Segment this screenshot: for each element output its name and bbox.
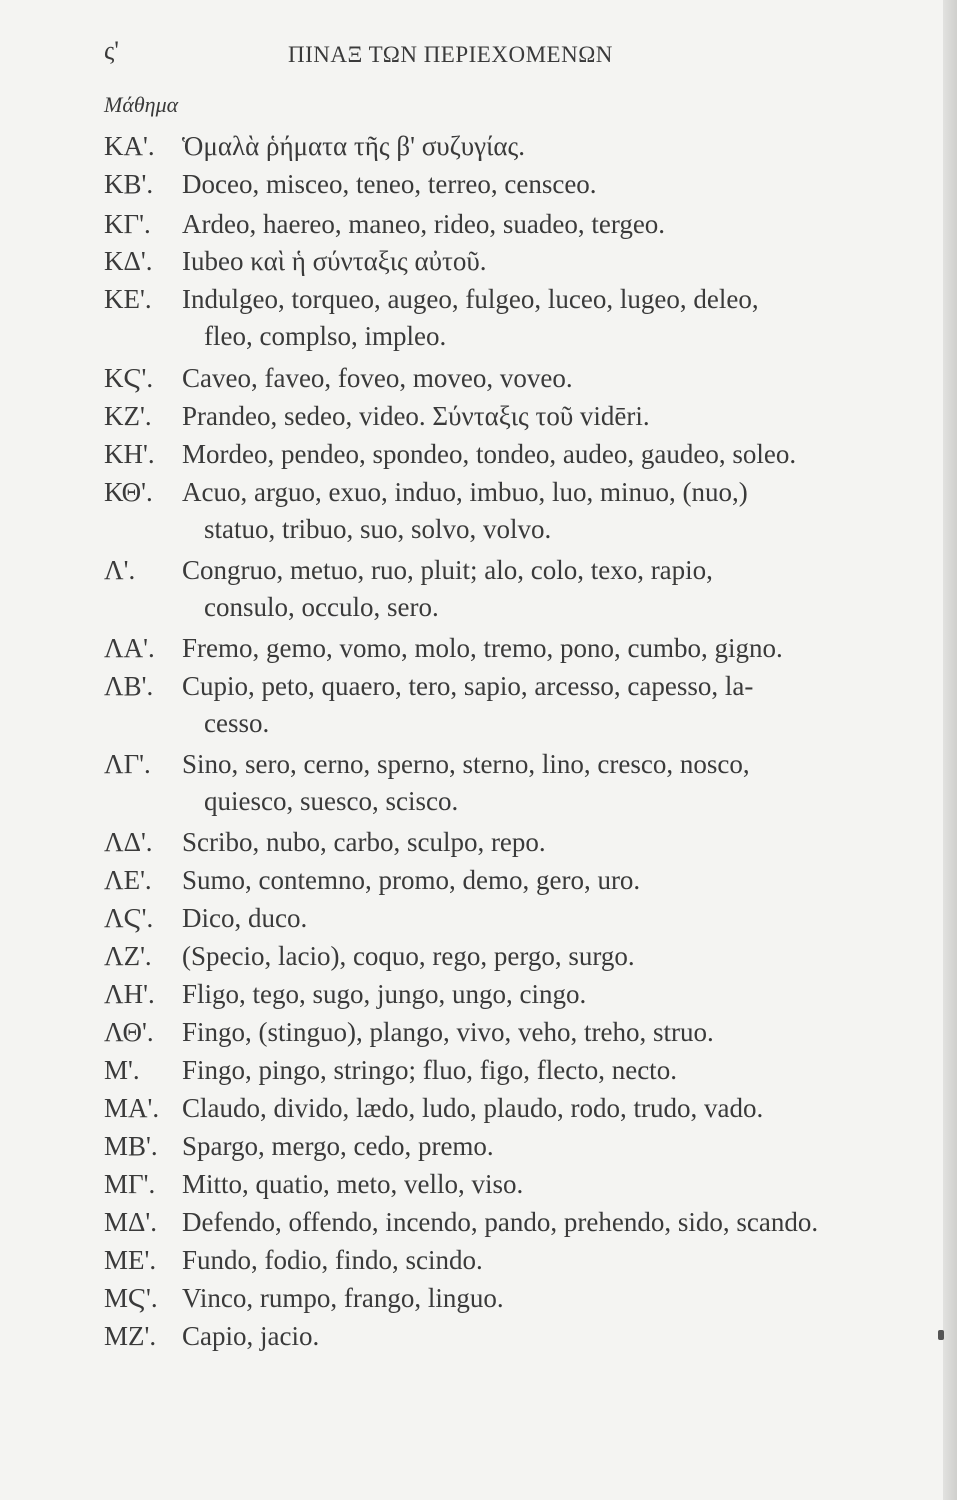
page-number: ς' — [104, 36, 119, 65]
entry-number: ΚϚ'. — [104, 363, 154, 393]
list-item — [104, 1128, 494, 1165]
entry-text: Spargo, mergo, cedo, premo. — [182, 1131, 494, 1161]
entry-number: Μ'. — [104, 1055, 140, 1085]
list-item — [104, 474, 748, 548]
entry-text: Acuo, arguo, exuo, induo, imbuo, luo, minuo, (nuo,) — [182, 477, 748, 507]
entry-text: Fingo, (stinguo), plango, vivo, veho, treho, struo. — [182, 1017, 714, 1047]
list-item — [104, 824, 546, 861]
list-item — [104, 938, 635, 975]
entry-number: ΚΖ'. — [104, 401, 152, 431]
list-item — [104, 1052, 677, 1089]
entry-number: ΛΒ'. — [104, 671, 154, 701]
list-item — [104, 1204, 818, 1241]
entry-text: Prandeo, sedeo, video. Σύνταξις τοῦ vidēri. — [182, 401, 650, 431]
entry-text: Mitto, quatio, meto, vello, viso. — [182, 1169, 524, 1199]
entry-number: ΛΓ'. — [104, 749, 151, 779]
list-item — [104, 206, 665, 243]
entry-number: ΚΗ'. — [104, 439, 155, 469]
entry-number: ΚΔ'. — [104, 246, 153, 276]
entry-number: Λ'. — [104, 555, 136, 585]
column-label: Μάθημα — [104, 92, 179, 117]
list-item — [104, 281, 759, 355]
entry-text: Fligo, tego, sugo, jungo, ungo, cingo. — [182, 979, 587, 1009]
entry-text: Scribo, nubo, carbo, sculpo, repo. — [182, 827, 546, 857]
entry-number: ΜΔ'. — [104, 1207, 157, 1237]
entry-text: Capio, jacio. — [182, 1321, 320, 1351]
entry-text: Mordeo, pendeo, spondeo, tondeo, audeo, gaudeo, soleo. — [182, 439, 797, 469]
entry-text: Defendo, offendo, incendo, pando, prehendo, sido, scando. — [182, 1207, 819, 1237]
entry-number: ΜΒ'. — [104, 1131, 158, 1161]
list-item — [104, 1090, 763, 1127]
entry-text: Fundo, fodio, findo, scindo. — [182, 1245, 483, 1275]
list-item — [104, 166, 597, 203]
entry-text: Cupio, peto, quaero, tero, sapio, arcesso, capesso, la- — [182, 671, 754, 701]
entry-number: ΛϚ'. — [104, 903, 154, 933]
entry-number: ΚΕ'. — [104, 284, 152, 314]
list-item — [104, 552, 713, 626]
list-item — [104, 398, 650, 435]
entry-text: Ardeo, haereo, maneo, rideo, suadeo, tergeo. — [182, 209, 666, 239]
entry-text: Sumo, contemno, promo, demo, gero, uro. — [182, 865, 641, 895]
entry-number: ΜΕ'. — [104, 1245, 157, 1275]
list-item — [104, 1166, 523, 1203]
ink-spot — [938, 1330, 944, 1340]
list-item — [104, 1318, 319, 1355]
entry-number: ΚΒ'. — [104, 169, 154, 199]
list-item — [104, 128, 525, 165]
entry-number: ΜΖ'. — [104, 1321, 157, 1351]
entry-text: Ὁμαλὰ ῥήματα τῆς β' συζυγίας. — [182, 131, 525, 161]
list-item — [104, 243, 486, 280]
entry-text: Caveo, faveo, foveo, moveo, voveo. — [182, 363, 573, 393]
entry-continuation: quiesco, suesco, scisco. — [204, 786, 459, 816]
entry-number: ΛΖ'. — [104, 941, 152, 971]
list-item — [104, 1242, 483, 1279]
list-item — [104, 900, 307, 937]
entry-text: Congruo, metuo, ruo, pluit; alo, colo, texo, rapio, — [182, 555, 713, 585]
entry-number: ΛΗ'. — [104, 979, 155, 1009]
entry-text: Vinco, rumpo, frango, linguo. — [182, 1283, 504, 1313]
entry-number: ΜΓ'. — [104, 1169, 156, 1199]
entry-text: Iubeo καὶ ἡ σύνταξις αὐτοῦ. — [182, 246, 487, 276]
running-header: ΠΙΝΑΞ ΤΩΝ ΠΕΡΙΕΧΟΜΕΝΩΝ — [288, 42, 613, 67]
list-item — [104, 976, 586, 1013]
entry-number: ΜΑ'. — [104, 1093, 160, 1123]
entry-number: ΛΘ'. — [104, 1017, 154, 1047]
entry-text: Fingo, pingo, stringo; fluo, figo, flecto, necto. — [182, 1055, 677, 1085]
entry-number: ΛΕ'. — [104, 865, 152, 895]
list-item — [104, 436, 796, 473]
list-item — [104, 862, 640, 899]
entry-text: Claudo, divido, lædo, ludo, plaudo, rodo, trudo, vado. — [182, 1093, 764, 1123]
entry-text: Sino, sero, cerno, sperno, sterno, lino, cresco, nosco, — [182, 749, 750, 779]
entry-number: ΚΑ'. — [104, 131, 155, 161]
entry-text: (Specio, lacio), coquo, rego, pergo, surgo. — [182, 941, 635, 971]
list-item — [104, 630, 783, 667]
list-item — [104, 1014, 714, 1051]
entry-number: ΚΘ'. — [104, 477, 153, 507]
entry-text: Doceo, misceo, teneo, terreo, censceo. — [182, 169, 597, 199]
entry-number: ΜϚ'. — [104, 1283, 158, 1313]
entry-text: Fremo, gemo, vomo, molo, tremo, pono, cumbo, gigno. — [182, 633, 783, 663]
entry-text: Dico, duco. — [182, 903, 308, 933]
entry-number: ΛΑ'. — [104, 633, 155, 663]
list-item — [104, 360, 573, 397]
entry-number: ΛΔ'. — [104, 827, 153, 857]
entry-continuation: fleo, complso, impleo. — [204, 321, 447, 351]
entry-continuation: consulo, occulo, sero. — [204, 592, 439, 622]
entry-number: ΚΓ'. — [104, 209, 151, 239]
list-item — [104, 668, 753, 742]
entry-continuation: statuo, tribuo, suo, solvo, volvo. — [204, 514, 552, 544]
list-item — [104, 1280, 504, 1317]
entry-continuation: cesso. — [204, 708, 270, 738]
entry-text: Indulgeo, torqueo, augeo, fulgeo, luceo, lugeo, deleo, — [182, 284, 759, 314]
list-item — [104, 746, 750, 820]
